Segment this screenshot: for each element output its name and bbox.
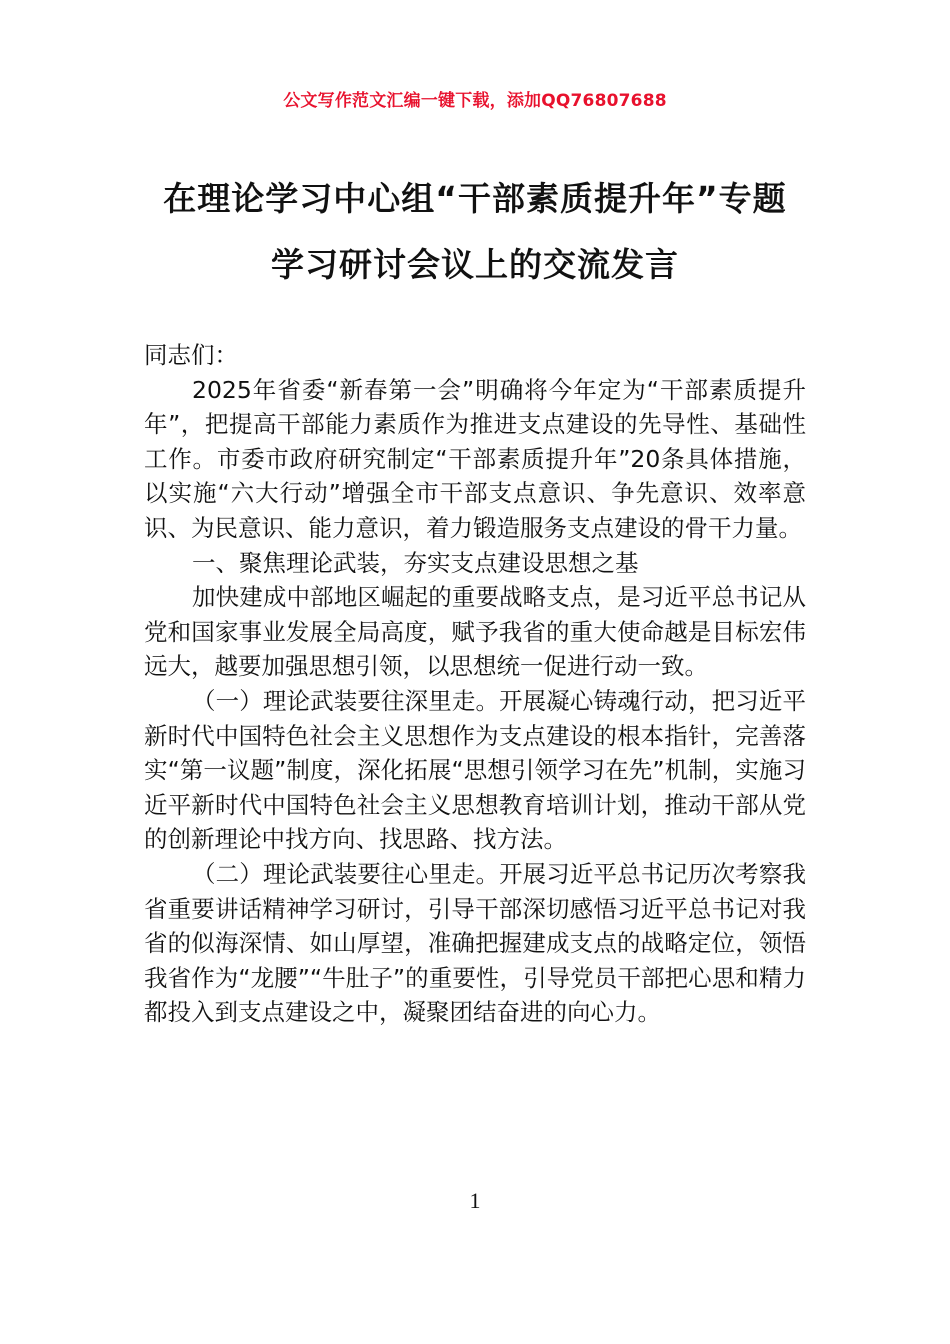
document-title: 在理论学习中心组“干部素质提升年”专题学习研讨会议上的交流发言 (163, 179, 787, 284)
paragraph-subsection-1: （一）理论武装要往深里走。开展凝心铸魂行动，把习近平新时代中国特色社会主义思想作为支点建设的根本指针，完善落实“第一议题”制度，深化拓展“思想引领学习在先”机制，实施习近平新时代中国特色社会主义思想教育培训计划，推动干部从党的创新理论中找方向、找思路、找方法。 (144, 686, 806, 854)
salutation: 同志们： (144, 341, 238, 369)
page-number: 1 (469, 1188, 481, 1213)
paragraph-section-1-lead: 加快建成中部地区崛起的重要战略支点，是习近平总书记从党和国家事业发展全局高度，赋予我省的重大使命越是目标宏伟远大，越要加强思想引领，以思想统一促进行动一致。 (144, 583, 806, 681)
download-notice: 公文写作范文汇编一键下载，添加QQ76807688 (283, 91, 667, 111)
paragraph-subsection-2: （二）理论武装要往心里走。开展习近平总书记历次考察我省重要讲话精神学习研讨，引导干部深切感悟习近平总书记对我省的似海深情、如山厚望，准确把握建成支点的战略定位，领悟我省作为“龙腰”“牛肚子”的重要性，引导党员干部把心思和精力都投入到支点建设之中，凝聚团结奋进的向心力。 (144, 859, 806, 1027)
section-heading-1: 一、聚焦理论武装，夯实支点建设思想之基 (192, 548, 639, 577)
document-body (144, 338, 806, 1030)
paragraph-intro: 2025年省委“新春第一会”明确将今年定为“干部素质提升年”，把提高干部能力素质作为推进支点建设的先导性、基础性工作。市委市政府研究制定“干部素质提升年”20条具体措施，以实施“六大行动”增强全市干部支点意识、争先意识、效率意识、为民意识、能力意识，着力锻造服务支点建设的骨干力量。 (144, 375, 806, 542)
